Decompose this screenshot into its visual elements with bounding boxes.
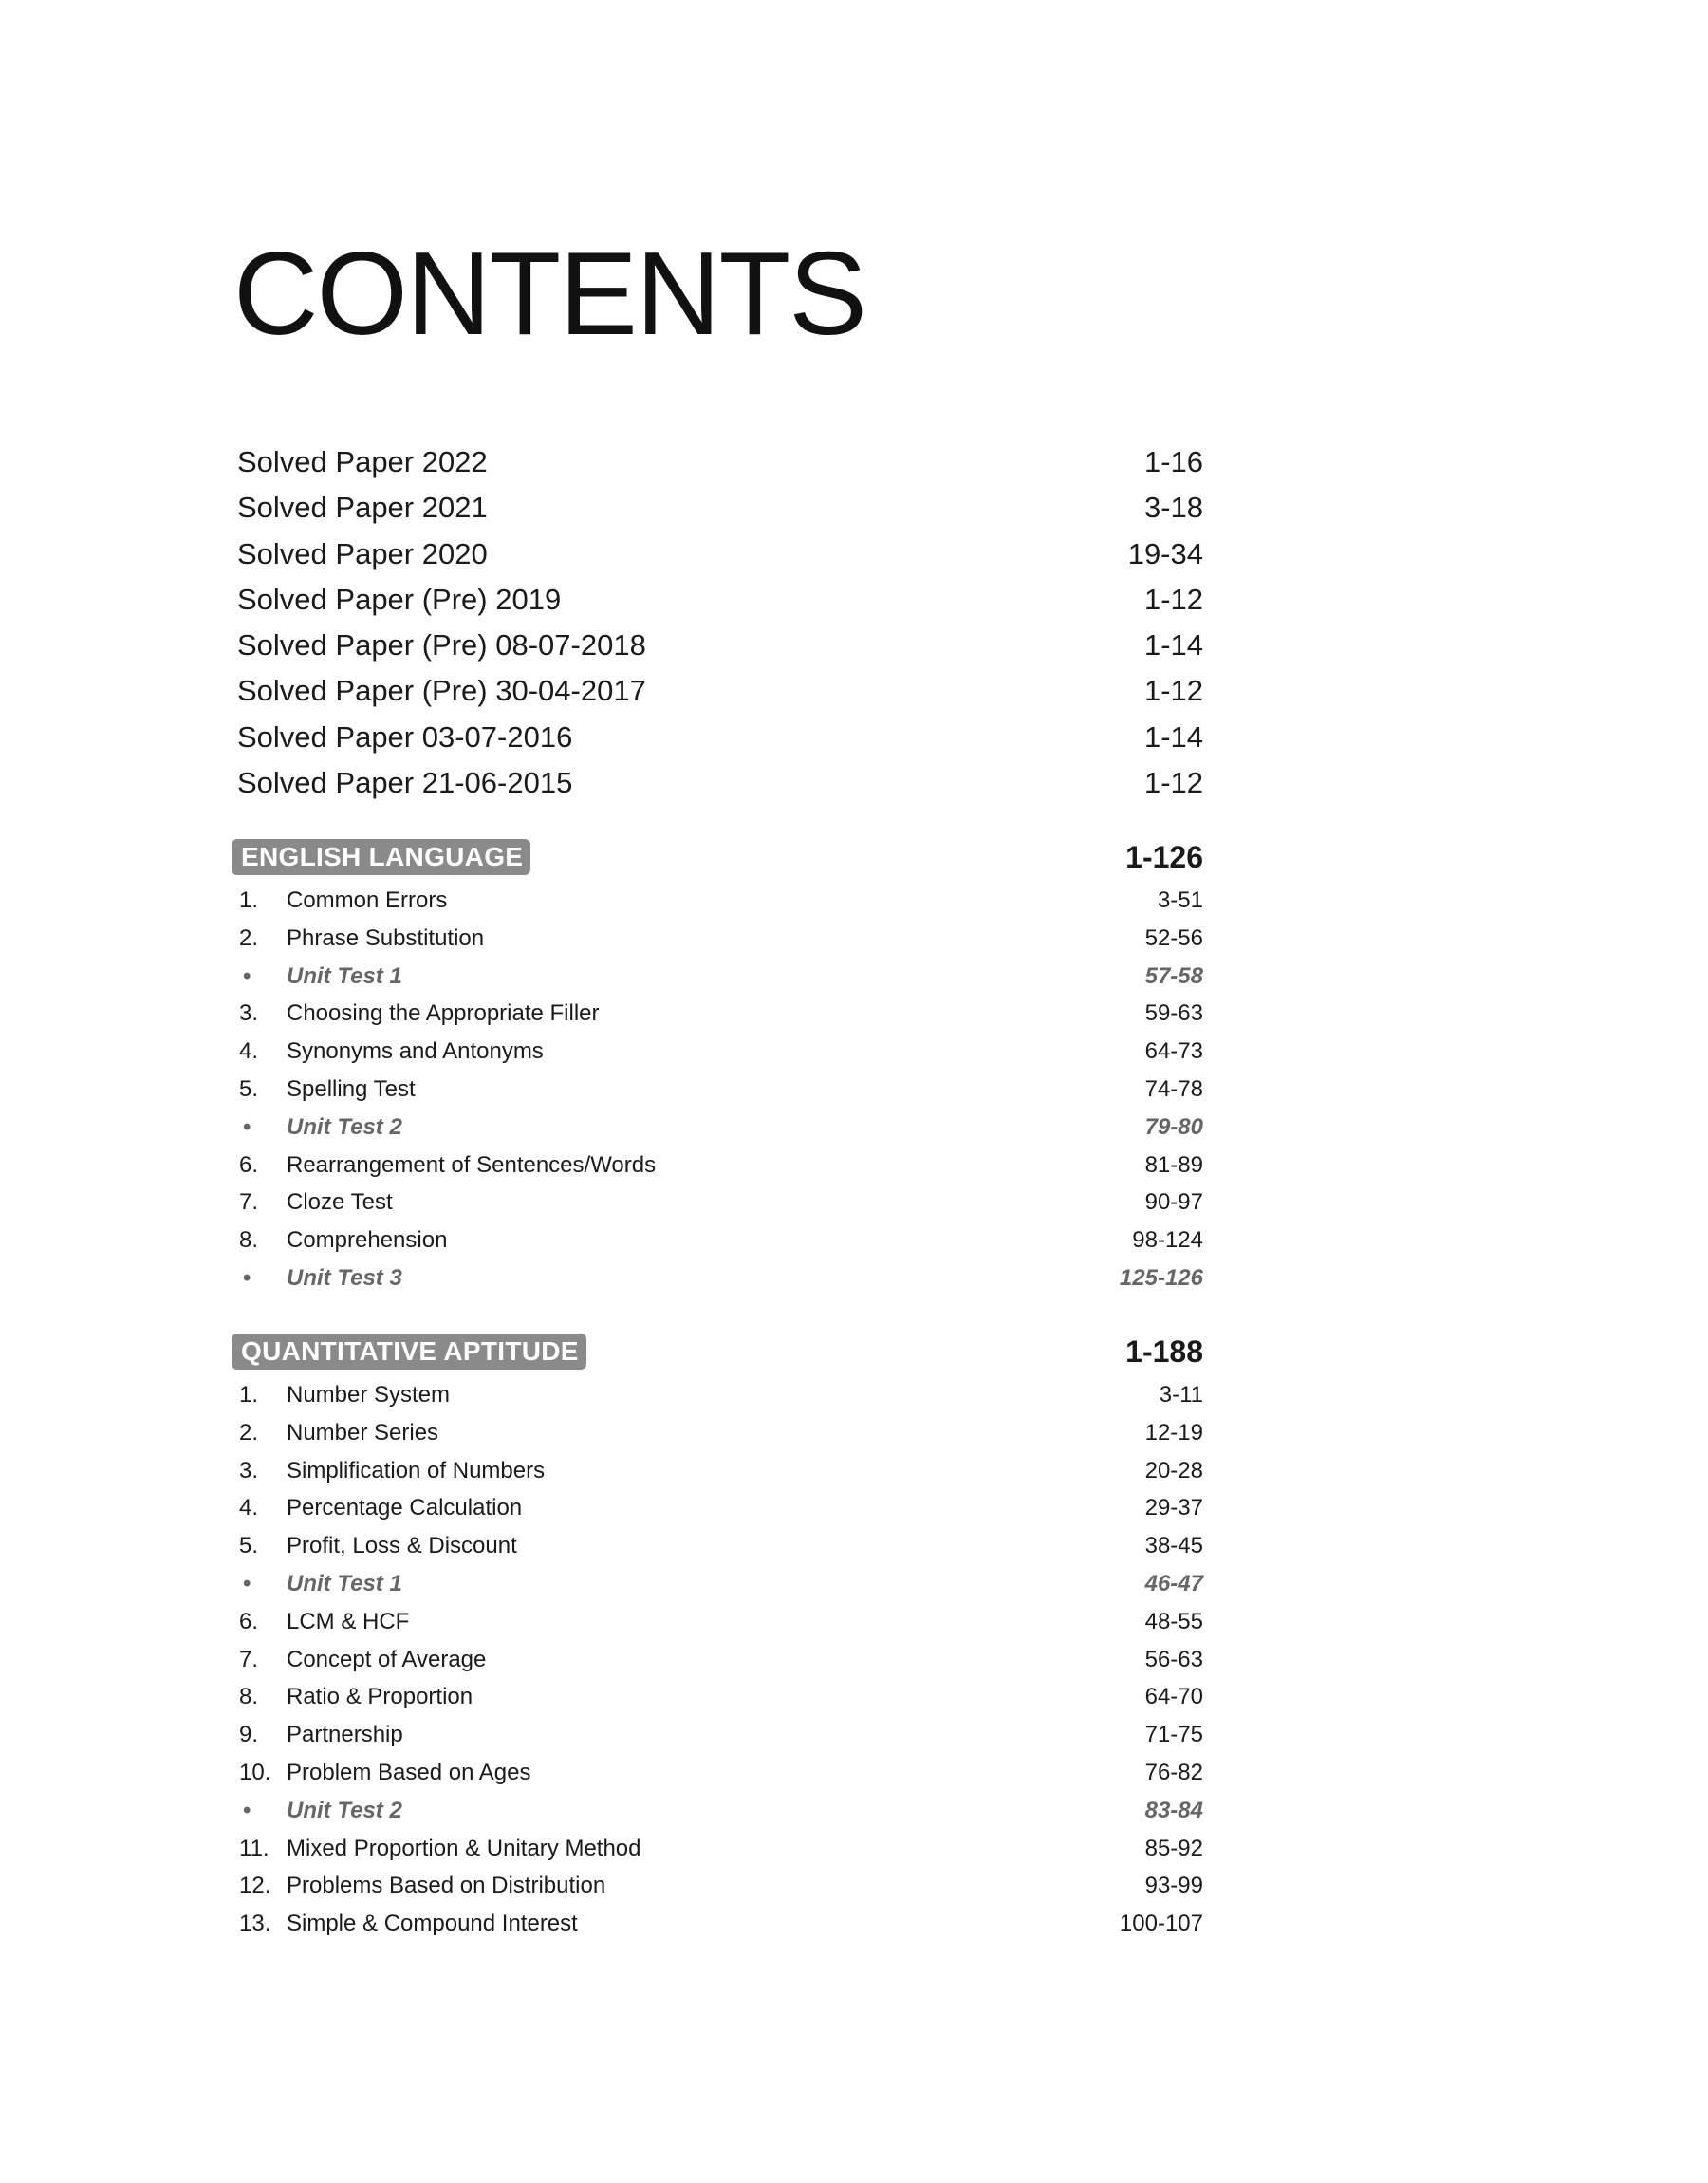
- chapter-title: Common Errors: [287, 887, 448, 913]
- page-range: 71-75: [1144, 1722, 1203, 1748]
- section-badge: ENGLISH LANGUAGE: [232, 839, 530, 875]
- unit-test-row: [237, 1566, 1203, 1604]
- chapter-title: Profit, Loss & Discount: [287, 1533, 517, 1559]
- unit-test-row: [237, 1110, 1203, 1147]
- page-range: 79-80: [1144, 1113, 1203, 1140]
- chapter-title: Problem Based on Ages: [287, 1759, 531, 1785]
- chapter-title: Number Series: [287, 1419, 439, 1446]
- chapter-title: LCM & HCF: [287, 1608, 410, 1634]
- chapter-number: 7.: [239, 1189, 259, 1216]
- solved-paper-title: Solved Paper 03-07-2016: [237, 719, 573, 754]
- page-range: 1-16: [1143, 445, 1203, 478]
- page-range: 100-107: [1119, 1911, 1203, 1937]
- chapter-number: 1.: [239, 1382, 259, 1408]
- chapter-row: [237, 1377, 1203, 1415]
- page-range: 64-73: [1144, 1038, 1203, 1065]
- page-range: 3-51: [1157, 887, 1203, 913]
- chapter-row: [237, 921, 1203, 959]
- chapter-number: 8.: [239, 1227, 259, 1254]
- page-range: 3-11: [1159, 1382, 1203, 1408]
- chapter-title: Partnership: [287, 1722, 403, 1748]
- chapter-title: Rearrangement of Sentences/Words: [287, 1151, 657, 1178]
- page-range: 1-12: [1143, 582, 1203, 616]
- chapter-title: Synonyms and Antonyms: [287, 1038, 544, 1065]
- page-range: 48-55: [1144, 1608, 1203, 1634]
- bullet-marker: •: [243, 962, 251, 989]
- section-heading-quant: [232, 1332, 1203, 1373]
- page-range: 64-70: [1144, 1684, 1203, 1710]
- chapter-number: 9.: [239, 1722, 259, 1748]
- page-title: CONTENTS: [233, 229, 865, 360]
- page-range: 12-19: [1144, 1419, 1203, 1446]
- chapter-number: 13.: [239, 1911, 271, 1937]
- chapter-number: 2.: [239, 924, 259, 951]
- chapter-row: [237, 1906, 1203, 1944]
- unit-test-title: Unit Test 2: [287, 1113, 402, 1140]
- chapter-row: [237, 1453, 1203, 1491]
- chapter-row: [237, 996, 1203, 1034]
- page-range: 19-34: [1127, 536, 1203, 570]
- unit-test-title: Unit Test 3: [287, 1264, 402, 1291]
- solved-paper-row: [237, 718, 1203, 763]
- solved-paper-row: [237, 442, 1203, 488]
- page-range: 83-84: [1144, 1797, 1203, 1823]
- chapter-title: Percentage Calculation: [287, 1495, 523, 1521]
- chapter-number: 3.: [239, 1000, 259, 1027]
- chapter-number: 6.: [239, 1151, 259, 1178]
- chapter-row: [237, 1490, 1203, 1528]
- page-range: 1-12: [1143, 674, 1203, 708]
- chapter-number: 2.: [239, 1419, 259, 1446]
- chapter-title: Phrase Substitution: [287, 924, 485, 951]
- unit-test-title: Unit Test 2: [287, 1797, 402, 1823]
- quantitative-aptitude-chapters: [237, 1377, 1203, 1944]
- chapter-title: Choosing the Appropriate Filler: [287, 1000, 600, 1027]
- bullet-marker: •: [243, 1570, 251, 1596]
- page-range: 1-14: [1143, 719, 1203, 754]
- section-heading-english: [232, 837, 1203, 879]
- page-range: 52-56: [1144, 924, 1203, 951]
- solved-paper-title: Solved Paper (Pre) 30-04-2017: [237, 674, 646, 708]
- chapter-title: Spelling Test: [287, 1075, 416, 1102]
- page-range: 125-126: [1119, 1264, 1203, 1291]
- chapter-number: 11.: [239, 1835, 269, 1861]
- chapter-row: [237, 1072, 1203, 1110]
- chapter-row: [237, 1717, 1203, 1755]
- page-range: 29-37: [1144, 1495, 1203, 1521]
- chapter-title: Comprehension: [287, 1227, 448, 1254]
- chapter-number: 5.: [239, 1075, 259, 1102]
- chapter-title: Cloze Test: [287, 1189, 393, 1216]
- unit-test-title: Unit Test 1: [287, 1570, 402, 1596]
- page-range: 57-58: [1144, 962, 1203, 989]
- unit-test-row: [237, 959, 1203, 997]
- page-range: 93-99: [1144, 1873, 1203, 1899]
- chapter-row: [237, 1868, 1203, 1906]
- page-range: 38-45: [1144, 1533, 1203, 1559]
- chapter-title: Ratio & Proportion: [287, 1684, 473, 1710]
- chapter-number: 6.: [239, 1608, 259, 1634]
- chapter-title: Concept of Average: [287, 1646, 487, 1672]
- chapter-row: [237, 1222, 1203, 1260]
- solved-paper-row: [237, 488, 1203, 533]
- chapter-row: [237, 1642, 1203, 1680]
- chapter-row: [237, 1415, 1203, 1453]
- solved-paper-title: Solved Paper (Pre) 2019: [237, 582, 562, 616]
- section-page-range: 1-188: [1125, 1334, 1203, 1369]
- chapter-number: 10.: [239, 1759, 271, 1785]
- chapter-row: [237, 1034, 1203, 1072]
- unit-test-row: [237, 1793, 1203, 1831]
- page-range: 56-63: [1144, 1646, 1203, 1672]
- page-range: 1-14: [1143, 628, 1203, 662]
- chapter-number: 5.: [239, 1533, 259, 1559]
- chapter-number: 7.: [239, 1646, 259, 1672]
- bullet-marker: •: [243, 1264, 251, 1291]
- unit-test-row: [237, 1260, 1203, 1298]
- solved-paper-title: Solved Paper 2022: [237, 445, 488, 478]
- page-range: 46-47: [1144, 1570, 1203, 1596]
- solved-paper-row: [237, 580, 1203, 625]
- section-badge: QUANTITATIVE APTITUDE: [232, 1334, 586, 1370]
- chapter-row: [237, 1147, 1203, 1185]
- section-page-range: 1-126: [1125, 840, 1203, 874]
- english-language-chapters: [237, 883, 1203, 1298]
- chapter-number: 4.: [239, 1038, 259, 1065]
- page-range: 1-12: [1143, 766, 1203, 800]
- chapter-title: Problems Based on Distribution: [287, 1873, 606, 1899]
- chapter-title: Number System: [287, 1382, 451, 1408]
- solved-paper-title: Solved Paper 2021: [237, 491, 488, 525]
- bullet-marker: •: [243, 1797, 251, 1823]
- chapter-number: 1.: [239, 887, 259, 913]
- page-range: 3-18: [1143, 491, 1203, 525]
- solved-papers-list: [237, 442, 1203, 809]
- chapter-title: Simple & Compound Interest: [287, 1911, 578, 1937]
- chapter-row: [237, 1755, 1203, 1793]
- page-range: 81-89: [1144, 1151, 1203, 1178]
- solved-paper-title: Solved Paper 2020: [237, 536, 488, 570]
- unit-test-title: Unit Test 1: [287, 962, 402, 989]
- chapter-number: 8.: [239, 1684, 259, 1710]
- bullet-marker: •: [243, 1113, 251, 1140]
- page-range: 59-63: [1144, 1000, 1203, 1027]
- page-range: 74-78: [1144, 1075, 1203, 1102]
- solved-paper-title: Solved Paper (Pre) 08-07-2018: [237, 628, 646, 662]
- solved-paper-title: Solved Paper 21-06-2015: [237, 766, 573, 800]
- chapter-number: 4.: [239, 1495, 259, 1521]
- chapter-row: [237, 1679, 1203, 1717]
- page-range: 76-82: [1144, 1759, 1203, 1785]
- page-range: 20-28: [1144, 1457, 1203, 1483]
- chapter-row: [237, 1185, 1203, 1222]
- chapter-row: [237, 1528, 1203, 1566]
- solved-paper-row: [237, 671, 1203, 717]
- chapter-title: Mixed Proportion & Unitary Method: [287, 1835, 641, 1861]
- solved-paper-row: [237, 625, 1203, 671]
- page-range: 98-124: [1132, 1227, 1203, 1254]
- page-range: 85-92: [1144, 1835, 1203, 1861]
- chapter-row: [237, 1831, 1203, 1869]
- solved-paper-row: [237, 534, 1203, 580]
- chapter-title: Simplification of Numbers: [287, 1457, 546, 1483]
- page-range: 90-97: [1144, 1189, 1203, 1216]
- chapter-number: 3.: [239, 1457, 259, 1483]
- chapter-row: [237, 1604, 1203, 1642]
- chapter-row: [237, 883, 1203, 921]
- solved-paper-row: [237, 763, 1203, 809]
- chapter-number: 12.: [239, 1873, 271, 1899]
